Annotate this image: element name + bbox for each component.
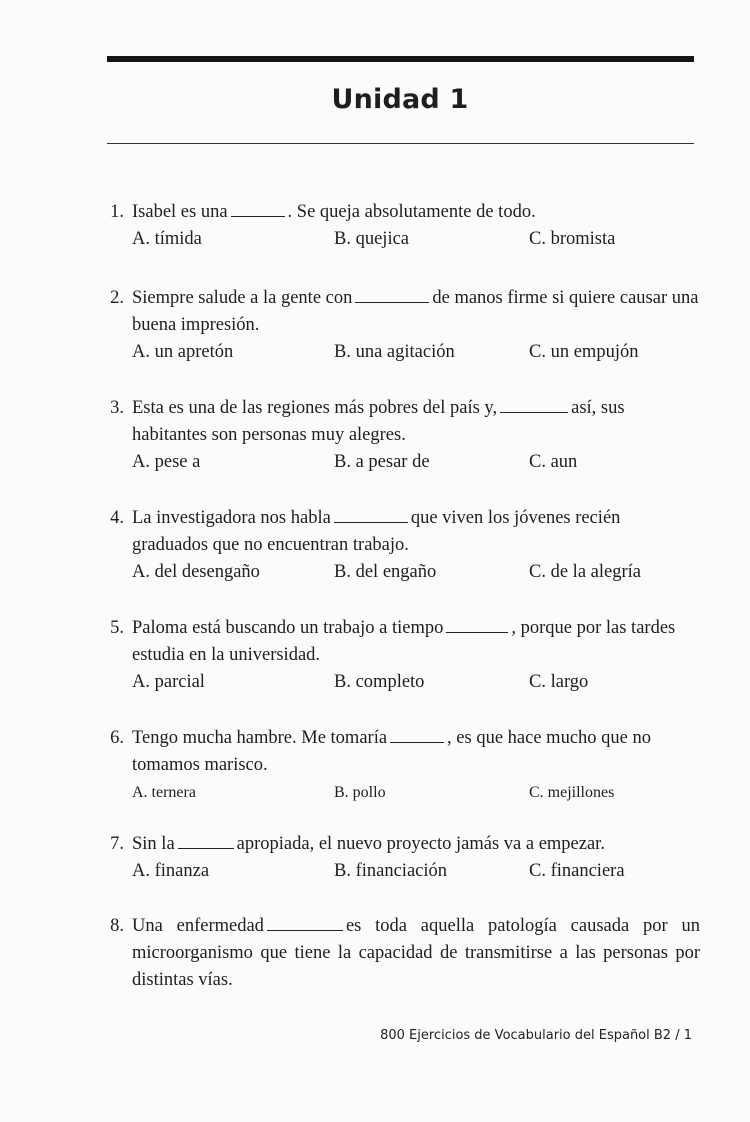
answer-blank [231, 202, 285, 217]
question-8 [100, 913, 700, 994]
question-stem: Sin la apropiada, el nuevo proyecto jamás va a empezar. [132, 834, 605, 854]
option-b: B. completo [334, 672, 425, 692]
question-1 [100, 199, 700, 253]
option-c: C. de la alegría [529, 562, 641, 582]
answer-blank [446, 618, 508, 633]
answer-blank [500, 398, 568, 413]
question-number: 8. [110, 916, 124, 936]
option-a: A. del desengaño [132, 562, 260, 582]
question-number: 4. [110, 508, 124, 528]
option-c: C. bromista [529, 229, 616, 249]
options [132, 669, 700, 696]
option-c: C. largo [529, 672, 589, 692]
options [132, 339, 700, 366]
question-3 [100, 395, 700, 476]
options [132, 858, 700, 885]
question-2 [100, 285, 700, 366]
question-number: 5. [110, 618, 124, 638]
question-number: 7. [110, 834, 124, 854]
page-footer: 800 Ejercicios de Vocabulario del Español B2 / 1 [380, 1028, 692, 1043]
option-c: C. mejillones [529, 784, 615, 801]
option-a: A. un apretón [132, 342, 234, 362]
option-b: B. una agitación [334, 342, 455, 362]
options [132, 779, 700, 806]
option-a: A. pese a [132, 452, 201, 472]
options [132, 449, 700, 476]
question-number: 1. [110, 202, 124, 222]
question-stem: Esta es una de las regiones más pobres del país y, así, sus habitantes son personas muy alegres. [132, 398, 625, 445]
option-a: A. ternera [132, 784, 196, 801]
answer-blank [334, 508, 408, 523]
question-stem: Paloma está buscando un trabajo a tiempo , porque por las tardes estudia en la universidad. [132, 618, 676, 665]
question-4 [100, 505, 700, 586]
question-stem: Una enfermedad es toda aquella patología causada por un microorganismo que tiene la capacidad de transmitirse a las personas por distintas vías. [132, 916, 700, 990]
question-5 [100, 615, 700, 696]
answer-blank [355, 288, 429, 303]
question-number: 6. [110, 728, 124, 748]
question-stem: Siempre salude a la gente con de manos firme si quiere causar una buena impresión. [132, 288, 699, 335]
title-underline [107, 143, 694, 144]
option-a: A. tímida [132, 229, 202, 249]
question-stem: La investigadora nos habla que viven los jóvenes recién graduados que no encuentran trabajo. [132, 508, 621, 555]
answer-blank [390, 728, 444, 743]
option-b: B. financiación [334, 861, 448, 881]
question-stem: Isabel es una . Se queja absolutamente de todo. [132, 202, 536, 222]
page-title: Unidad 1 [331, 84, 469, 115]
question-stem: Tengo mucha hambre. Me tomaría , es que hace mucho que no tomamos marisco. [132, 728, 651, 775]
question-7 [100, 831, 700, 885]
option-b: B. quejica [334, 229, 410, 249]
option-a: A. parcial [132, 672, 205, 692]
option-a: A. finanza [132, 861, 210, 881]
option-c: C. un empujón [529, 342, 639, 362]
option-b: B. pollo [334, 784, 386, 801]
option-c: C. aun [529, 452, 578, 472]
answer-blank [267, 916, 343, 931]
options [132, 559, 700, 586]
answer-blank [178, 834, 234, 849]
question-number: 2. [110, 288, 124, 308]
option-b: B. a pesar de [334, 452, 430, 472]
option-b: B. del engaño [334, 562, 437, 582]
top-rule [107, 56, 694, 62]
option-c: C. financiera [529, 861, 625, 881]
options [132, 226, 700, 253]
question-6 [100, 725, 700, 806]
question-number: 3. [110, 398, 124, 418]
